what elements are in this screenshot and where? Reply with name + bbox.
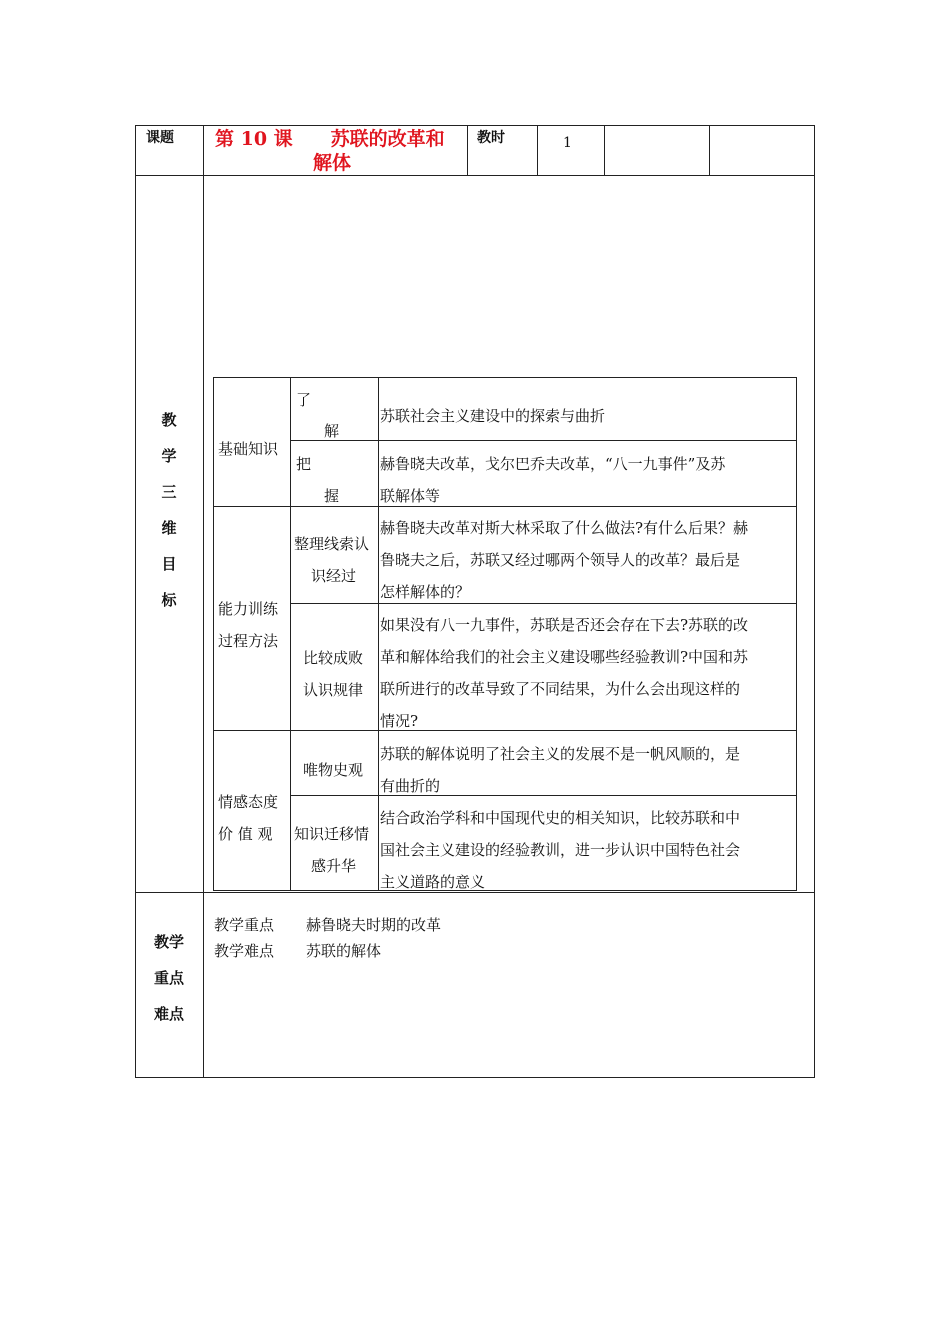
category-basic-knowledge: 基础知识	[218, 440, 279, 458]
topic-label: 课题	[146, 130, 174, 146]
difficulty-value: 苏联的解体	[306, 942, 382, 960]
content-clue-2: 鲁晓夫之后，苏联又经过哪两个领导人的改革？最后是	[380, 551, 741, 569]
sub-master-1: 把	[296, 455, 312, 473]
content-compare-2: 革和解体给我们的社会主义建设哪些经验教训?中国和苏	[380, 648, 749, 666]
sub-compare-2: 认识规律	[303, 681, 364, 699]
side-char: 标	[161, 591, 177, 609]
content-master-1: 赫鲁晓夫改革，戈尔巴乔夫改革，“八一九事件”及苏	[380, 455, 726, 473]
period-value: 1	[563, 135, 572, 151]
lesson-title-line2: 解体	[313, 152, 352, 174]
category-emotion-2: 价 值 观	[218, 825, 273, 843]
content-compare-1: 如果没有八一九事件，苏联是否还会存在下去?苏联的改	[380, 616, 749, 634]
content-compare-3: 联所进行的改革导致了不同结果，为什么会出现这样的	[380, 680, 741, 698]
difficulty-label: 教学难点	[214, 942, 275, 960]
content-clue-3: 怎样解体的？	[380, 583, 471, 601]
sub-transfer-1: 知识迁移情	[294, 825, 370, 843]
content-understand: 苏联社会主义建设中的探索与曲折	[380, 407, 606, 425]
sub-materialism: 唯物史观	[303, 761, 364, 779]
content-transfer-3: 主义道路的意义	[380, 873, 486, 891]
focus-value: 赫鲁晓夫时期的改革	[306, 916, 442, 934]
content-clue-1: 赫鲁晓夫改革对斯大林采取了什么做法?有什么后果？赫	[380, 519, 749, 537]
content-compare-4: 情况?	[380, 712, 419, 730]
category-ability-2: 过程方法	[218, 632, 279, 650]
sub-transfer-2: 感升华	[311, 857, 357, 875]
objectives-side-label	[159, 402, 179, 618]
category-ability-1: 能力训练	[218, 600, 279, 618]
side-char: 维	[161, 519, 177, 537]
keypoints-side-line1: 教学	[154, 933, 185, 951]
sub-master-2: 握	[324, 487, 340, 505]
content-transfer-1: 结合政治学科和中国现代史的相关知识，比较苏联和中	[380, 809, 741, 827]
content-master-2: 联解体等	[380, 487, 441, 505]
sub-clue-2: 识经过	[311, 567, 357, 585]
side-char: 目	[161, 555, 177, 573]
side-char: 学	[161, 447, 177, 465]
content-materialism-1: 苏联的解体说明了社会主义的发展不是一帆风顺的，是	[380, 745, 741, 763]
keypoints-side-line2: 重点	[154, 969, 185, 987]
content-transfer-2: 国社会主义建设的经验教训，进一步认识中国特色社会	[380, 841, 741, 859]
sub-clue-1: 整理线索认	[294, 535, 370, 553]
sub-compare-1: 比较成败	[303, 649, 364, 667]
lesson-title-line1: 第 10 课 苏联的改革和	[215, 128, 445, 150]
content-materialism-2: 有曲折的	[380, 777, 441, 795]
period-label: 教时	[477, 130, 505, 146]
keypoints-side-line3: 难点	[154, 1005, 185, 1023]
category-emotion-1: 情感态度	[218, 793, 279, 811]
focus-label: 教学重点	[214, 916, 275, 934]
side-char: 教	[161, 411, 177, 429]
side-char: 三	[161, 483, 177, 501]
sub-understand-1: 了	[296, 391, 312, 409]
sub-understand-2: 解	[324, 422, 340, 440]
